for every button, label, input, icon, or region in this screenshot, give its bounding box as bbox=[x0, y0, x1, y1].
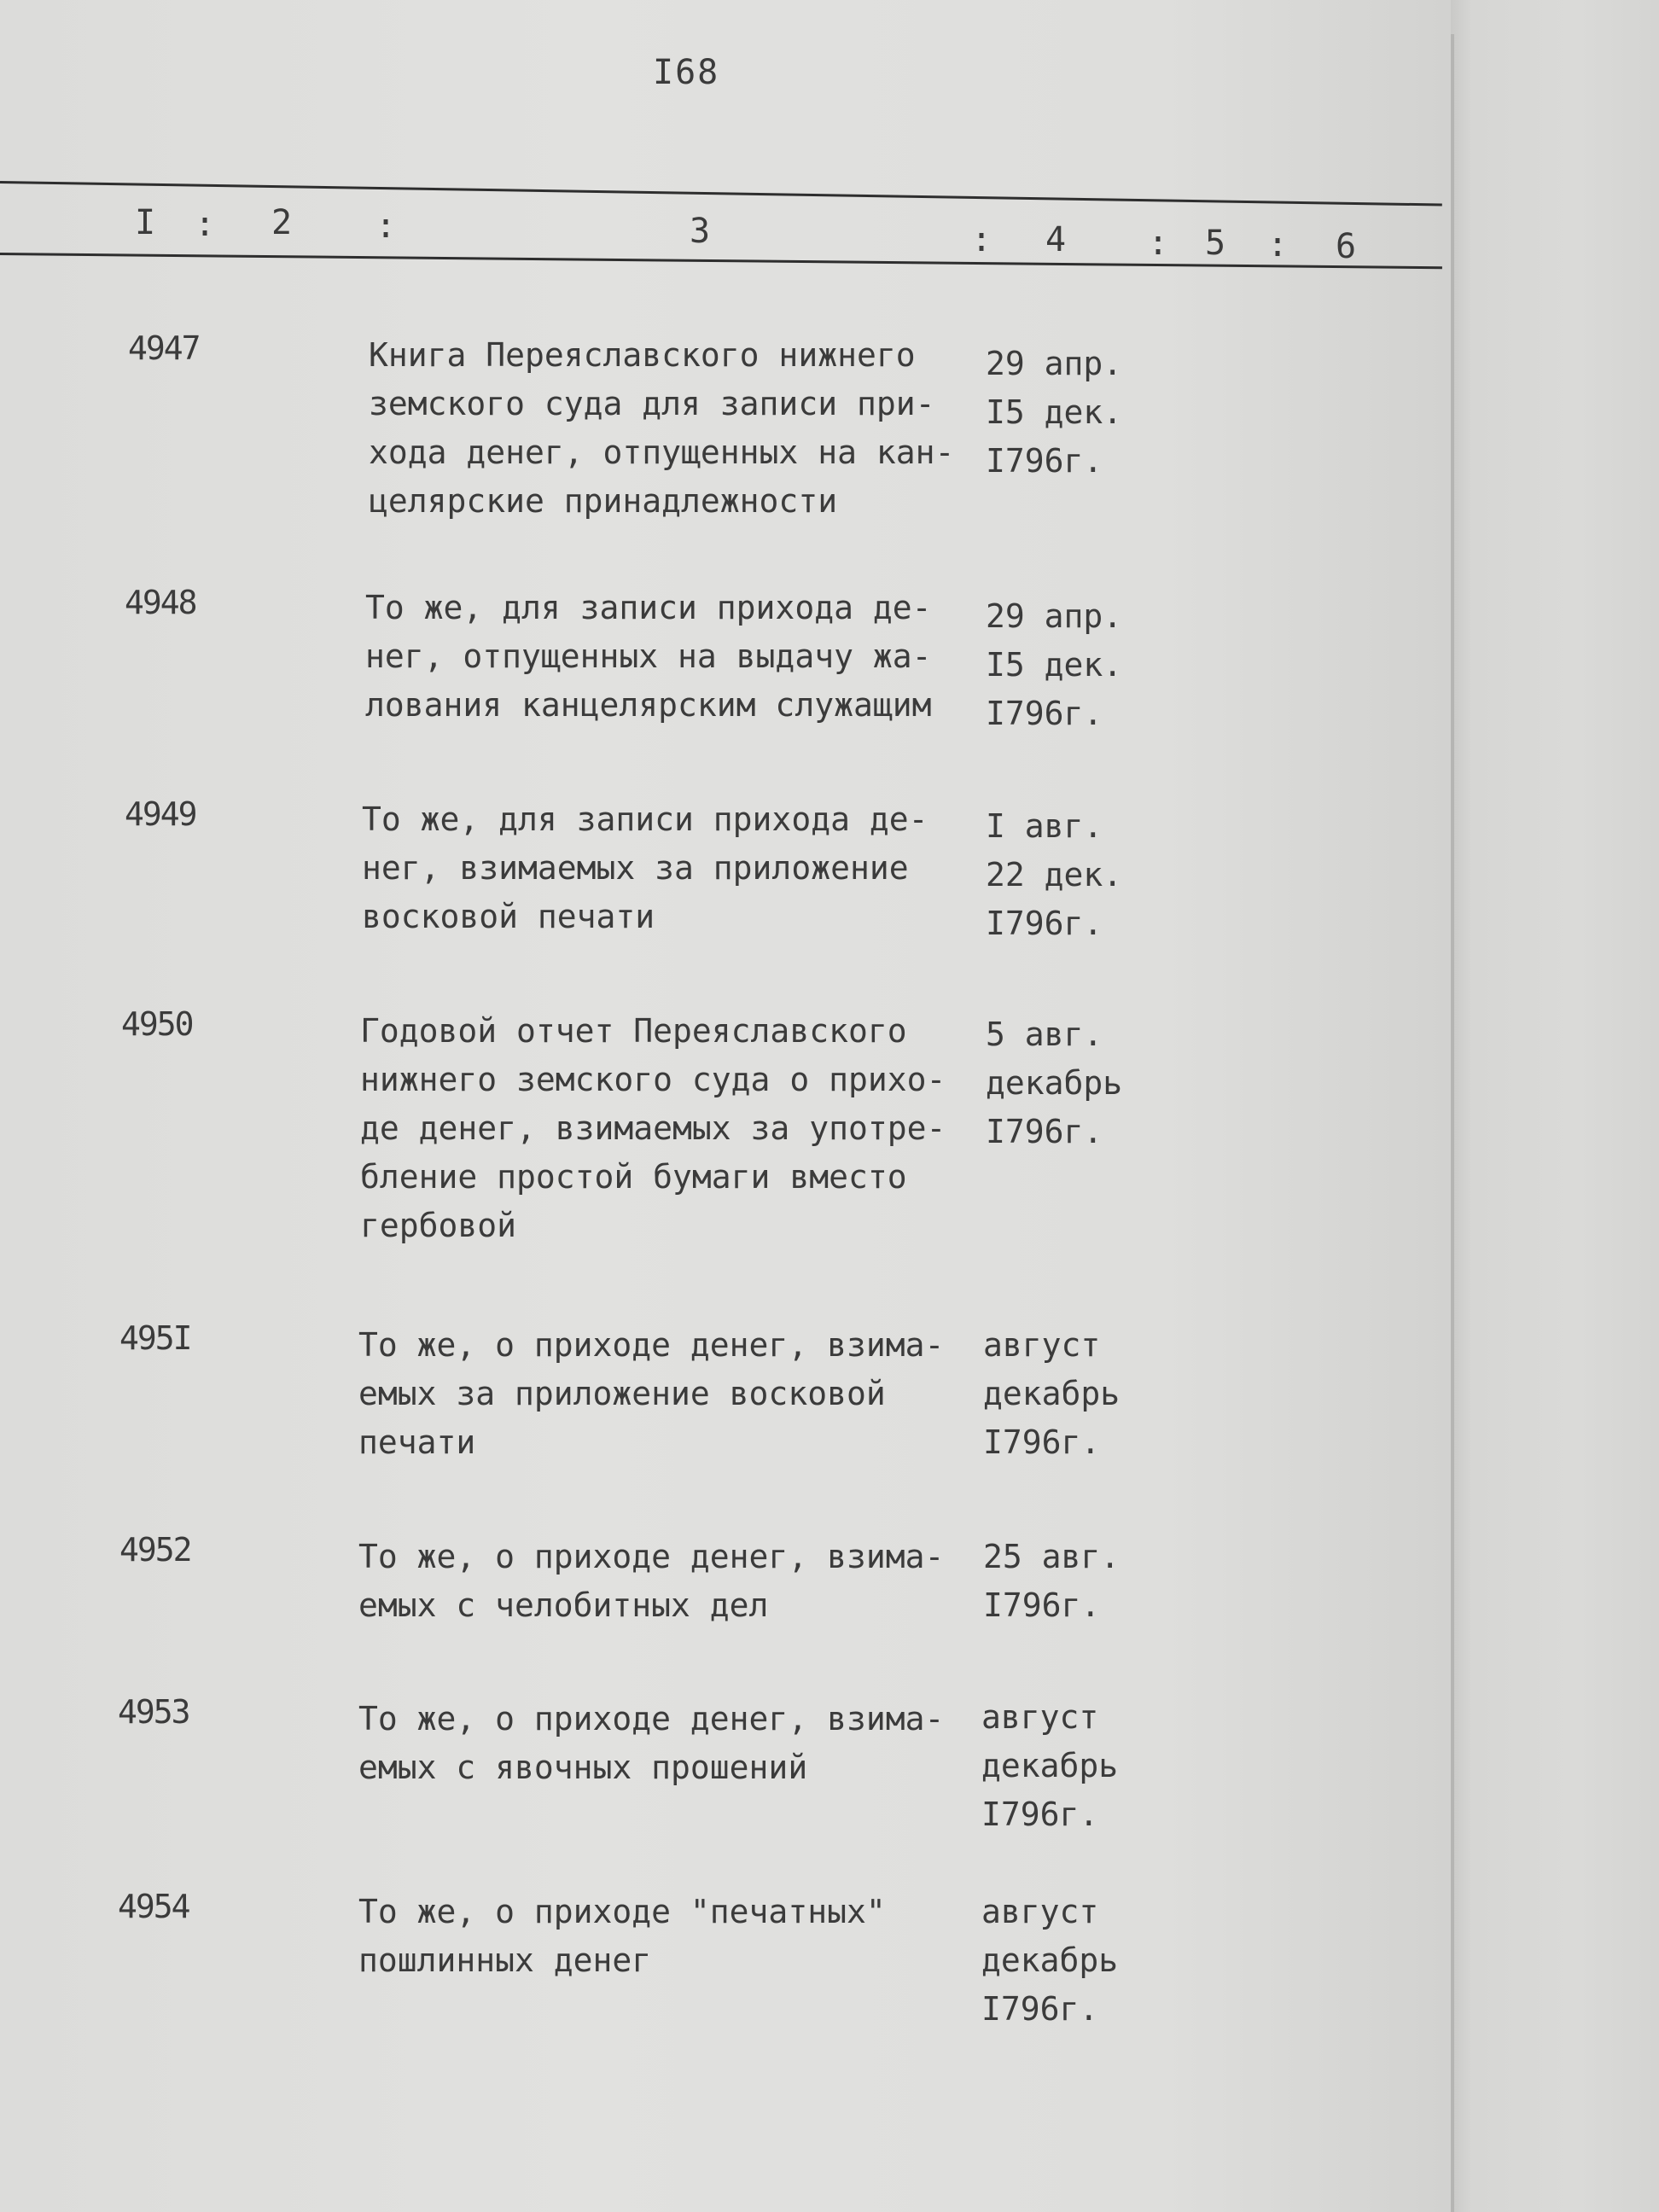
entry-number: 4954 bbox=[118, 1888, 189, 1925]
entry-dates: август декабрь I796г. bbox=[981, 1893, 1119, 2028]
entry-number: 4953 bbox=[118, 1693, 189, 1731]
entry-number: 4949 bbox=[125, 795, 196, 833]
entry-description: То же, для записи прихода де- нег, отпущенных на выдачу жа- лования канцелярским служащим bbox=[365, 589, 932, 724]
entry-description: То же, о приходе денег, взима- емых с челобитных дел bbox=[358, 1538, 945, 1624]
entry-dates: август декабрь I796г. bbox=[981, 1698, 1119, 1833]
entry-dates: 5 авг. декабрь I796г. bbox=[986, 1016, 1123, 1150]
column-header-separator: : bbox=[971, 220, 992, 259]
column-header-5: 5 bbox=[1205, 224, 1226, 263]
column-header-4: 4 bbox=[1045, 220, 1067, 259]
entry-number: 4952 bbox=[119, 1531, 191, 1569]
entry-number: 4948 bbox=[125, 584, 196, 621]
entry-dates: 29 апр. I5 дек. I796г. bbox=[986, 345, 1123, 480]
entry-dates: 29 апр. I5 дек. I796г. bbox=[986, 597, 1123, 732]
column-header-3: 3 bbox=[690, 212, 711, 251]
column-header-separator: : bbox=[195, 205, 216, 244]
entry-number: 4947 bbox=[128, 329, 200, 367]
column-header-separator: : bbox=[1148, 224, 1169, 263]
entry-dates: август декабрь I796г. bbox=[983, 1326, 1121, 1461]
entry-number: 495I bbox=[119, 1319, 191, 1357]
column-header-separator: : bbox=[375, 207, 397, 246]
entry-dates: I авг. 22 дек. I796г. bbox=[986, 807, 1123, 942]
column-header-6: 6 bbox=[1336, 227, 1357, 266]
entry-description: То же, для записи прихода де- нег, взимаемых за приложение восковой печати bbox=[362, 800, 928, 935]
entry-description: Годовой отчет Переяславского нижнего земского суда о прихо- де денег, взимаемых за употре- бление простой бумаги вместо гербовой bbox=[360, 1012, 946, 1244]
column-header-separator: : bbox=[1267, 225, 1289, 265]
column-header-1: I bbox=[135, 203, 156, 242]
column-header-2: 2 bbox=[271, 203, 293, 242]
page-number: I68 bbox=[653, 53, 720, 92]
page-edge-shadow bbox=[1451, 34, 1454, 2212]
page-edge bbox=[1451, 0, 1659, 2212]
entry-description: Книга Переяславского нижнего земского суда для записи при- хода денег, отпущенных на кан- целярские принадлежности bbox=[369, 336, 955, 520]
entry-description: То же, о приходе денег, взима- емых с явочных прошений bbox=[358, 1700, 945, 1786]
entry-dates: 25 авг. I796г. bbox=[983, 1538, 1121, 1624]
entry-number: 4950 bbox=[121, 1005, 193, 1043]
entry-description: То же, о приходе денег, взима- емых за приложение восковой печати bbox=[358, 1326, 945, 1461]
entry-description: То же, о приходе "печатных" пошлинных денег bbox=[358, 1893, 886, 1979]
